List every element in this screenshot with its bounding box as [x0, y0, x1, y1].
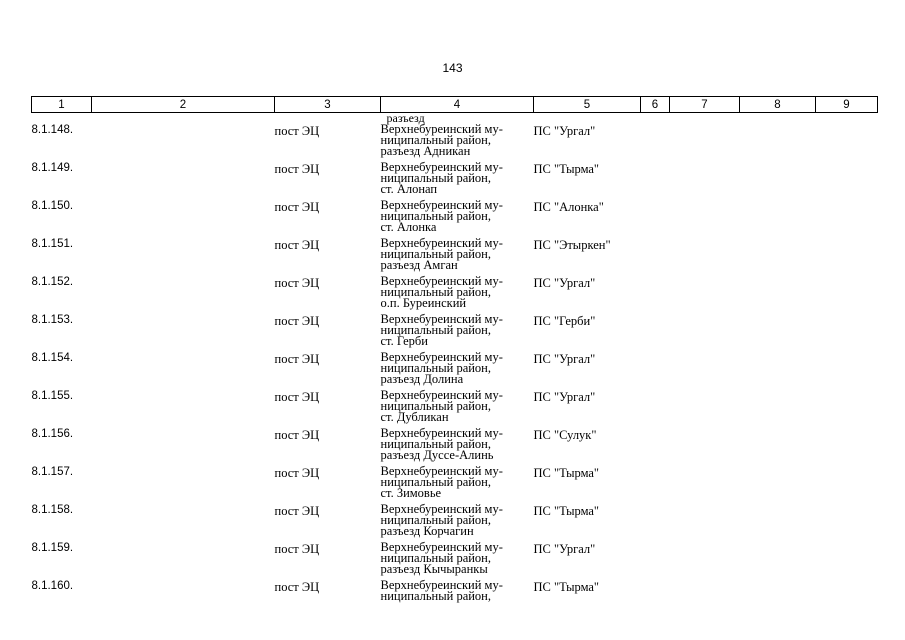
substation-cell: ПС "Алонка" — [533, 200, 604, 214]
object-type-cell: пост ЭЦ — [274, 542, 320, 556]
header-row — [32, 97, 878, 113]
substation-cell: ПС "Тырма" — [533, 580, 600, 594]
row-number-cell: 8.1.157. — [31, 466, 74, 478]
empty-cell — [816, 580, 878, 618]
location-cell — [381, 352, 534, 390]
empty-cell — [740, 504, 816, 542]
empty-cell — [816, 428, 878, 466]
location-line: ниципальный район, — [380, 209, 491, 224]
empty-cell — [816, 124, 878, 162]
object-type-cell: пост ЭЦ — [274, 504, 320, 518]
empty-cell — [641, 466, 670, 504]
location-line: ниципальный район, — [380, 551, 491, 566]
empty-cell — [740, 276, 816, 314]
empty-cell — [670, 504, 740, 542]
row-number-cell: 8.1.155. — [31, 390, 74, 402]
empty-cell — [92, 200, 275, 238]
empty-cell — [92, 314, 275, 352]
empty-cell — [816, 238, 878, 276]
object-type-cell: пост ЭЦ — [274, 390, 320, 404]
object-type-cell: пост ЭЦ — [274, 200, 320, 214]
location-line: ст. Герби — [380, 334, 428, 349]
row-number-cell: 8.1.154. — [31, 352, 74, 364]
empty-cell — [670, 428, 740, 466]
continuation-cell: разъезд — [386, 111, 425, 125]
location-line: о.п. Буреинский — [380, 296, 467, 311]
empty-cell — [670, 466, 740, 504]
empty-cell — [641, 428, 670, 466]
location-cell — [381, 200, 534, 238]
location-cell — [381, 314, 534, 352]
location-line: ниципальный район, — [380, 437, 491, 452]
empty-cell — [670, 314, 740, 352]
substation-cell: ПС "Ургал" — [533, 352, 596, 366]
empty-cell — [816, 504, 878, 542]
empty-cell — [670, 238, 740, 276]
column-header: 3 — [275, 97, 381, 113]
empty-cell — [641, 200, 670, 238]
empty-cell — [816, 542, 878, 580]
empty-cell — [641, 352, 670, 390]
location-line: Верхнебуреинский му- — [380, 236, 503, 250]
location-line: Верхнебуреинский му- — [380, 312, 503, 326]
location-cell — [381, 238, 534, 276]
location-line: разъезд Адникан — [380, 144, 471, 159]
object-type-cell: пост ЭЦ — [274, 124, 320, 138]
empty-cell — [92, 276, 275, 314]
object-type-cell: пост ЭЦ — [274, 238, 320, 252]
location-line: Верхнебуреинский му- — [380, 198, 503, 212]
location-cell — [381, 580, 534, 618]
substation-cell: ПС "Ургал" — [533, 390, 596, 404]
location-line: ниципальный район, — [380, 589, 491, 604]
location-line: Верхнебуреинский му- — [380, 578, 503, 592]
table-row — [32, 428, 878, 466]
empty-cell — [92, 542, 275, 580]
table-row — [32, 390, 878, 428]
location-line: разъезд Корчагин — [380, 524, 474, 539]
location-cell — [381, 390, 534, 428]
object-type-cell: пост ЭЦ — [274, 580, 320, 594]
empty-cell — [92, 124, 275, 162]
row-number-cell: 8.1.159. — [31, 542, 74, 554]
empty-cell — [740, 390, 816, 428]
location-line: Верхнебуреинский му- — [380, 160, 503, 174]
empty-cell — [670, 390, 740, 428]
location-cell — [381, 124, 534, 162]
table-row — [32, 314, 878, 352]
location-line: Верхнебуреинский му- — [380, 122, 503, 136]
row-number-cell: 8.1.160. — [31, 580, 74, 592]
location-line: ст. Дубликан — [380, 410, 449, 425]
empty-cell — [92, 428, 275, 466]
empty-cell — [641, 124, 670, 162]
substation-cell: ПС "Ургал" — [533, 276, 596, 290]
empty-cell — [641, 314, 670, 352]
location-line: ниципальный район, — [380, 171, 491, 186]
empty-cell — [641, 276, 670, 314]
location-line: разъезд Долина — [380, 372, 464, 387]
column-header: 9 — [816, 97, 878, 113]
table-row — [32, 200, 878, 238]
empty-cell — [816, 162, 878, 200]
location-line: разъезд Амган — [380, 258, 458, 273]
location-line: Верхнебуреинский му- — [380, 274, 503, 288]
table-row — [32, 162, 878, 200]
empty-cell — [816, 390, 878, 428]
empty-cell — [740, 542, 816, 580]
row-number-cell: 8.1.153. — [31, 314, 74, 326]
empty-cell — [740, 162, 816, 200]
column-header: 7 — [670, 97, 740, 113]
location-line: Верхнебуреинский му- — [380, 502, 503, 516]
substation-cell: ПС "Сулук" — [533, 428, 597, 442]
empty-cell — [92, 580, 275, 618]
empty-cell — [670, 352, 740, 390]
row-number-cell: 8.1.156. — [31, 428, 74, 440]
substation-cell: ПС "Тырма" — [533, 162, 600, 176]
object-type-cell: пост ЭЦ — [274, 276, 320, 290]
empty-cell — [670, 162, 740, 200]
location-line: ст. Алонап — [380, 182, 438, 197]
table-row — [32, 580, 878, 618]
location-line: ниципальный район, — [380, 475, 491, 490]
row-number-cell: 8.1.150. — [31, 200, 74, 212]
empty-cell — [92, 504, 275, 542]
table-row — [32, 504, 878, 542]
object-type-cell: пост ЭЦ — [274, 428, 320, 442]
object-type-cell: пост ЭЦ — [274, 352, 320, 366]
location-cell — [381, 542, 534, 580]
empty-cell — [641, 504, 670, 542]
row-number-cell: 8.1.149. — [31, 162, 74, 174]
empty-cell — [740, 352, 816, 390]
empty-cell — [740, 124, 816, 162]
empty-cell — [740, 466, 816, 504]
empty-cell — [670, 276, 740, 314]
empty-cell — [641, 542, 670, 580]
location-cell — [381, 162, 534, 200]
location-line: разъезд Дуссе-Алинь — [380, 448, 494, 463]
empty-cell — [740, 314, 816, 352]
row-number-cell: 8.1.158. — [31, 504, 74, 516]
location-line: разъезд Кычыранкы — [380, 562, 488, 577]
substation-cell: ПС "Этыркен" — [533, 238, 611, 252]
substation-cell: ПС "Тырма" — [533, 504, 600, 518]
location-line: Верхнебуреинский му- — [380, 350, 503, 364]
location-cell — [381, 428, 534, 466]
table-row — [32, 276, 878, 314]
location-line: Верхнебуреинский му- — [380, 540, 503, 554]
object-type-cell: пост ЭЦ — [274, 466, 320, 480]
table-row — [32, 466, 878, 504]
location-line: ст. Алонка — [380, 220, 437, 235]
empty-cell — [670, 542, 740, 580]
row-number-cell: 8.1.148. — [31, 124, 74, 136]
table-row — [32, 124, 878, 162]
substation-cell: ПС "Ургал" — [533, 542, 596, 556]
empty-cell — [92, 390, 275, 428]
empty-cell — [641, 238, 670, 276]
empty-cell — [816, 466, 878, 504]
empty-cell — [670, 580, 740, 618]
location-line: ниципальный район, — [380, 399, 491, 414]
empty-cell — [816, 314, 878, 352]
empty-cell — [740, 580, 816, 618]
column-header: 1 — [32, 97, 92, 113]
location-line: ниципальный район, — [380, 361, 491, 376]
empty-cell — [641, 390, 670, 428]
empty-cell — [92, 238, 275, 276]
location-line: Верхнебуреинский му- — [380, 464, 503, 478]
empty-cell — [92, 162, 275, 200]
column-header: 2 — [92, 97, 275, 113]
location-line: ниципальный район, — [380, 285, 491, 300]
substation-cell: ПС "Тырма" — [533, 466, 600, 480]
data-table — [31, 96, 878, 618]
location-line: ниципальный район, — [380, 323, 491, 338]
empty-cell — [670, 124, 740, 162]
substation-cell: ПС "Герби" — [533, 314, 596, 328]
table-row — [32, 542, 878, 580]
column-header: 4 — [381, 97, 534, 113]
column-header: 8 — [740, 97, 816, 113]
location-line: Верхнебуреинский му- — [380, 388, 503, 402]
row-number-cell: 8.1.151. — [31, 238, 74, 250]
location-cell — [381, 466, 534, 504]
table-row — [32, 352, 878, 390]
location-cell — [381, 276, 534, 314]
object-type-cell: пост ЭЦ — [274, 314, 320, 328]
column-header: 6 — [641, 97, 670, 113]
table-row — [32, 238, 878, 276]
page-number: 143 — [442, 61, 463, 75]
empty-cell — [641, 162, 670, 200]
location-line: ниципальный район, — [380, 513, 491, 528]
column-header: 5 — [534, 97, 641, 113]
empty-cell — [740, 428, 816, 466]
empty-cell — [816, 276, 878, 314]
empty-cell — [740, 238, 816, 276]
empty-cell — [816, 352, 878, 390]
substation-cell: ПС "Ургал" — [533, 124, 596, 138]
row-number-cell: 8.1.152. — [31, 276, 74, 288]
empty-cell — [641, 580, 670, 618]
location-line: ниципальный район, — [380, 133, 491, 148]
empty-cell — [92, 352, 275, 390]
location-line: ст. Зимовье — [380, 486, 442, 501]
empty-cell — [816, 200, 878, 238]
empty-cell — [740, 200, 816, 238]
empty-cell — [92, 466, 275, 504]
empty-cell — [670, 200, 740, 238]
object-type-cell: пост ЭЦ — [274, 162, 320, 176]
location-line: ниципальный район, — [380, 247, 491, 262]
location-cell — [381, 504, 534, 542]
location-line: Верхнебуреинский му- — [380, 426, 503, 440]
